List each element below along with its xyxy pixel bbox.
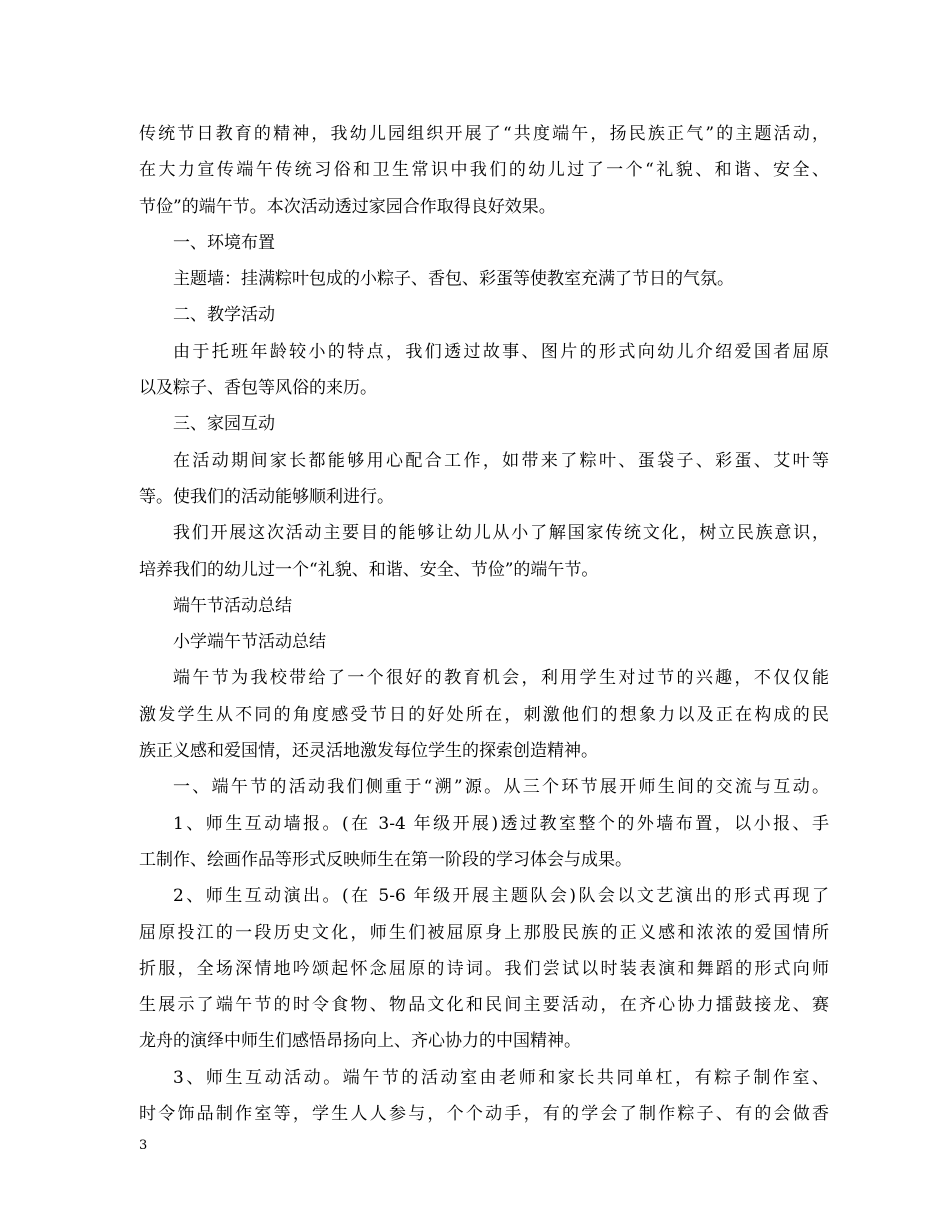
section-heading: 端午节活动总结 [173, 595, 292, 616]
text-line: 激发学生从不同的角度感受节日的好处所在，刺激他们的想象力以及正在构成的民 [139, 704, 829, 725]
text-line: 端午节为我校带给了一个很好的教育机会，利用学生对过节的兴趣，不仅仅能 [173, 668, 829, 689]
text-line: 族正义感和爱国情，还灵活地激发每位学生的探索创造精神。 [139, 741, 598, 762]
text-line: 节俭”的端午节。本次活动透过家园合作取得良好效果。 [139, 196, 556, 217]
text-line: 时令饰品制作室等，学生人人参与，个个动手，有的学会了制作粽子、有的会做香 [139, 1104, 829, 1125]
text-line: 一、端午节的活动我们侧重于“溯”源。从三个环节展开师生间的交流与互动。 [173, 777, 829, 798]
section-heading: 三、家园互动 [173, 414, 275, 435]
section-heading: 二、教学活动 [173, 305, 275, 326]
document-body [139, 116, 829, 1132]
section-heading: 小学端午节活动总结 [173, 632, 326, 653]
text-line: 在大力宣传端午传统习俗和卫生常识中我们的幼儿过了一个“礼貌、和谐、安全、 [139, 160, 829, 181]
text-line: 以及粽子、香包等风俗的来历。 [139, 378, 377, 399]
text-line: 工制作、绘画作品等形式反映师生在第一阶段的学习体会与成果。 [139, 849, 632, 870]
text-line: 生展示了端午节的时令食物、物品文化和民间主要活动，在齐心协力擂鼓接龙、赛 [139, 995, 829, 1016]
text-line: 屈原投江的一段历史文化，师生们被屈原身上那股民族的正义感和浓浓的爱国情所 [139, 922, 829, 943]
text-line: 在活动期间家长都能够用心配合工作，如带来了粽叶、蛋袋子、彩蛋、艾叶等 [173, 450, 829, 471]
text-line: 龙舟的演绎中师生们感悟昂扬向上、齐心协力的中国精神。 [139, 1031, 581, 1052]
text-line: 折服，全场深情地吟颂起怀念屈原的诗词。我们尝试以时装表演和舞蹈的形式向师 [139, 958, 829, 979]
text-line: 1、师生互动墙报。(在 3-4 年级开展)透过教室整个的外墙布置，以小报、手 [173, 813, 829, 834]
text-line: 传统节日教育的精神，我幼儿园组织开展了“共度端午，扬民族正气”的主题活动， [139, 124, 829, 144]
text-line: 3、师生互动活动。端午节的活动室由老师和家长共同单杠，有粽子制作室、 [173, 1067, 829, 1088]
text-line: 主题墙：挂满粽叶包成的小粽子、香包、彩蛋等使教室充满了节日的气氛。 [173, 269, 734, 290]
text-line: 2、师生互动演出。(在 5-6 年级开展主题队会)队会以文艺演出的形式再现了 [173, 886, 829, 907]
text-line: 我们开展这次活动主要目的能够让幼儿从小了解国家传统文化，树立民族意识， [173, 523, 829, 544]
section-heading: 一、环境布置 [173, 232, 275, 253]
text-line: 等。使我们的活动能够顺利进行。 [139, 486, 394, 507]
text-line: 由于托班年龄较小的特点，我们透过故事、图片的形式向幼儿介绍爱国者屈原 [173, 341, 829, 362]
page-number: 3 [139, 1138, 148, 1153]
text-line: 培养我们的幼儿过一个“礼貌、和谐、安全、节俭”的端午节。 [139, 559, 599, 580]
